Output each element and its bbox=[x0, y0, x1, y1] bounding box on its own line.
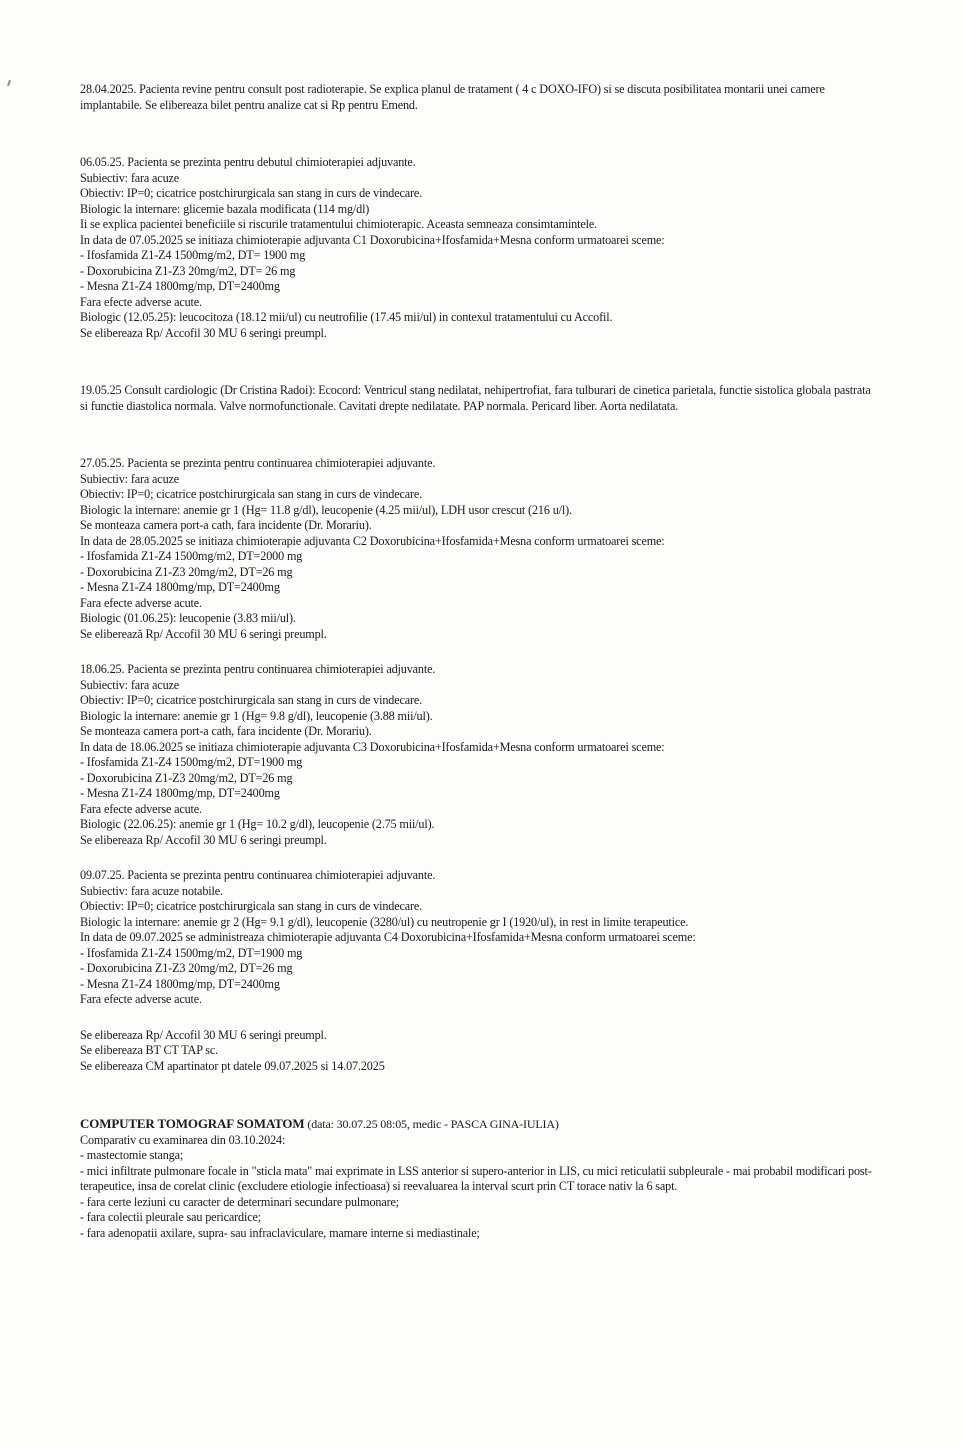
objective-line: Obiectiv: IP=0; cicatrice postchirurgicala san stang in curs de vindecare. bbox=[80, 487, 423, 501]
prescription-line: Se elibereaza Rp/ Accofil 30 MU 6 seringi preumpl. bbox=[80, 1027, 327, 1042]
biology-line: Biologic la internare: glicemie bazala modificata (114 mg/dl) bbox=[80, 201, 370, 216]
ct-finding-line: - fara certe leziuni cu caracter de determinari secundare pulmonare; bbox=[80, 1194, 400, 1209]
ct-finding-line: - fara colectii pleurale sau pericardice; bbox=[80, 1210, 261, 1224]
entry-19-05-25-cardiology bbox=[80, 383, 880, 414]
adverse-effects-line: Fara efecte adverse acute. bbox=[80, 801, 202, 816]
objective-line: Obiectiv: IP=0; cicatrice postchirurgicala san stang in curs de vindecare. bbox=[80, 899, 423, 913]
entry-heading: 27.05.25. Pacienta se prezinta pentru continuarea chimioterapiei adjuvante. bbox=[80, 456, 436, 470]
treatment-line: In data de 07.05.2025 se initiaza chimioterapie adjuvanta C1 Doxorubicina+Ifosfamida+Mesna conform urmatoarei sceme: bbox=[80, 232, 665, 247]
prescription-line: Se elibereaza BT CT TAP sc. bbox=[80, 1043, 219, 1057]
dose-line: - Doxorubicina Z1-Z3 20mg/m2, DT=26 mg bbox=[80, 770, 293, 785]
prescription-line: Se elibereaza CM apartinator pt datele 09.07.2025 si 14.07.2025 bbox=[80, 1058, 385, 1073]
objective-line: Obiectiv: IP=0; cicatrice postchirurgicala san stang in curs de vindecare. bbox=[80, 693, 423, 707]
procedure-line: Se monteaza camera port-a cath, fara incidente (Dr. Morariu). bbox=[80, 518, 372, 532]
ct-finding-line: - mici infiltrate pulmonare focale in "sticla mata" mai exprimate in LSS anterior si supero-anterior in LIS, cu mici reticulatii subpleurale - mai probabil modificari post-terapeutice, insa de corelat clinic (excludere etiologie infectioasa) si reevaluarea la interval scurt prin CT torace nativ la 6 sapt. bbox=[80, 1163, 872, 1193]
entry-27-05-25 bbox=[80, 456, 880, 642]
objective-line: Obiectiv: IP=0; cicatrice postchirurgicala san stang in curs de vindecare. bbox=[80, 186, 423, 200]
biology-line: Biologic la internare: anemie gr 2 (Hg= 9.1 g/dl), leucopenie (3280/ul) cu neutropenie gr I (1920/ul), in rest in limite terapeutice. bbox=[80, 914, 689, 929]
consent-line: Ii se explica pacientei beneficiile si riscurile tratamentului chimioterapic. Aceasta semneaza consimtamintele. bbox=[80, 217, 598, 231]
entry-18-06-25 bbox=[80, 662, 880, 848]
dose-line: - Mesna Z1-Z4 1800mg/mp, DT=2400mg bbox=[80, 786, 280, 800]
scan-speck bbox=[7, 80, 11, 86]
dose-line: - Ifosfamida Z1-Z4 1500mg/m2, DT=1900 mg bbox=[80, 755, 303, 769]
entry-paragraph: 28.04.2025. Pacienta revine pentru consult post radioterapie. Se explica planul de tratament ( 4 c DOXO-IFO) si se discuta posibilitatea montarii unei camere implantabile. Se elibereaza bilet pentru analize cat si Rp pentru Emend. bbox=[80, 82, 825, 112]
prescription-line: Se elibereaza Rp/ Accofil 30 MU 6 seringi preumpl. bbox=[80, 325, 327, 340]
adverse-effects-line: Fara efecte adverse acute. bbox=[80, 294, 202, 309]
subjective-line: Subiectiv: fara acuze notabile. bbox=[80, 883, 223, 898]
adverse-effects-line: Fara efecte adverse acute. bbox=[80, 992, 202, 1006]
treatment-line: In data de 28.05.2025 se initiaza chimioterapie adjuvanta C2 Doxorubicina+Ifosfamida+Mesna conform urmatoarei sceme: bbox=[80, 533, 665, 548]
entry-heading: 06.05.25. Pacienta se prezinta pentru debutul chimioterapiei adjuvante. bbox=[80, 155, 416, 169]
entry-28-04-2025 bbox=[80, 82, 880, 113]
subjective-line: Subiectiv: fara acuze bbox=[80, 170, 180, 185]
dose-line: - Ifosfamida Z1-Z4 1500mg/m2, DT=2000 mg bbox=[80, 549, 303, 563]
biology-followup-line: Biologic (22.06.25): anemie gr 1 (Hg= 10.2 g/dl), leucopenie (2.75 mii/ul). bbox=[80, 817, 435, 831]
ct-finding-line: - fara adenopatii axilare, supra- sau infraclaviculare, mamare interne si mediastinale; bbox=[80, 1225, 480, 1240]
subjective-line: Subiectiv: fara acuze bbox=[80, 677, 180, 692]
entry-09-07-25 bbox=[80, 868, 880, 1008]
entry-heading: 18.06.25. Pacienta se prezinta pentru continuarea chimioterapiei adjuvante. bbox=[80, 662, 436, 676]
entry-paragraph: 19.05.25 Consult cardiologic (Dr Cristina Radoi): Ecocord: Ventricul stang nedilatat, nehipertrofiat, fara tulburari de cinetica parietala, functie sistolica globala pastrata si functie diastolica normala. Valve normofunctionale. Cavitati drepte nedilatate. PAP normala. Pericard liber. Aorta nedilatata. bbox=[80, 383, 871, 413]
dose-line: - Mesna Z1-Z4 1800mg/mp, DT=2400mg bbox=[80, 279, 280, 293]
adverse-effects-line: Fara efecte adverse acute. bbox=[80, 595, 202, 610]
ct-meta: (data: 30.07.25 08:05, medic - PASCA GINA-IULIA) bbox=[307, 1117, 559, 1131]
subjective-line: Subiectiv: fara acuze bbox=[80, 471, 180, 486]
dose-line: - Ifosfamida Z1-Z4 1500mg/m2, DT=1900 mg bbox=[80, 945, 303, 960]
discharge-prescriptions bbox=[80, 1028, 880, 1075]
ct-heading bbox=[80, 1116, 880, 1133]
biology-line: Biologic la internare: anemie gr 1 (Hg= 9.8 g/dl), leucopenie (3.88 mii/ul). bbox=[80, 708, 433, 723]
dose-line: - Doxorubicina Z1-Z3 20mg/m2, DT=26 mg bbox=[80, 961, 293, 975]
biology-followup-line: Biologic (12.05.25): leucocitoza (18.12 mii/ul) cu neutrofilie (17.45 mii/ul) in contexul tratamentului cu Accofil. bbox=[80, 310, 613, 324]
dose-line: - Doxorubicina Z1-Z3 20mg/m2, DT= 26 mg bbox=[80, 263, 296, 278]
procedure-line: Se monteaza camera port-a cath, fara incidente (Dr. Morariu). bbox=[80, 724, 372, 738]
prescription-line: Se elibereaza Rp/ Accofil 30 MU 6 seringi preumpl. bbox=[80, 832, 327, 847]
treatment-line: In data de 18.06.2025 se initiaza chimioterapie adjuvanta C3 Doxorubicina+Ifosfamida+Mesna conform urmatoarei sceme: bbox=[80, 739, 665, 754]
biology-line: Biologic la internare: anemie gr 1 (Hg= 11.8 g/dl), leucopenie (4.25 mii/ul), LDH usor crescut (216 u/l). bbox=[80, 502, 572, 517]
ct-report bbox=[80, 1116, 880, 1241]
dose-line: - Mesna Z1-Z4 1800mg/mp, DT=2400mg bbox=[80, 976, 280, 991]
dose-line: - Mesna Z1-Z4 1800mg/mp, DT=2400mg bbox=[80, 580, 280, 594]
ct-comparison-line: Comparativ cu examinarea din 03.10.2024: bbox=[80, 1132, 286, 1147]
ct-title: COMPUTER TOMOGRAF SOMATOM bbox=[80, 1116, 305, 1131]
dose-line: - Doxorubicina Z1-Z3 20mg/m2, DT=26 mg bbox=[80, 564, 293, 579]
ct-finding-line: - mastectomie stanga; bbox=[80, 1148, 184, 1162]
prescription-line: Se elibereazǎ Rp/ Accofil 30 MU 6 seringi preumpl. bbox=[80, 626, 327, 641]
entry-06-05-25 bbox=[80, 155, 880, 341]
entry-heading: 09.07.25. Pacienta se prezinta pentru continuarea chimioterapiei adjuvante. bbox=[80, 868, 436, 882]
biology-followup-line: Biologic (01.06.25): leucopenie (3.83 mii/ul). bbox=[80, 611, 296, 625]
treatment-line: In data de 09.07.2025 se administreaza chimioterapie adjuvanta C4 Doxorubicina+Ifosfamida+Mesna conform urmatoarei sceme: bbox=[80, 930, 696, 944]
dose-line: - Ifosfamida Z1-Z4 1500mg/m2, DT= 1900 mg bbox=[80, 248, 306, 262]
document-body bbox=[80, 82, 880, 1241]
